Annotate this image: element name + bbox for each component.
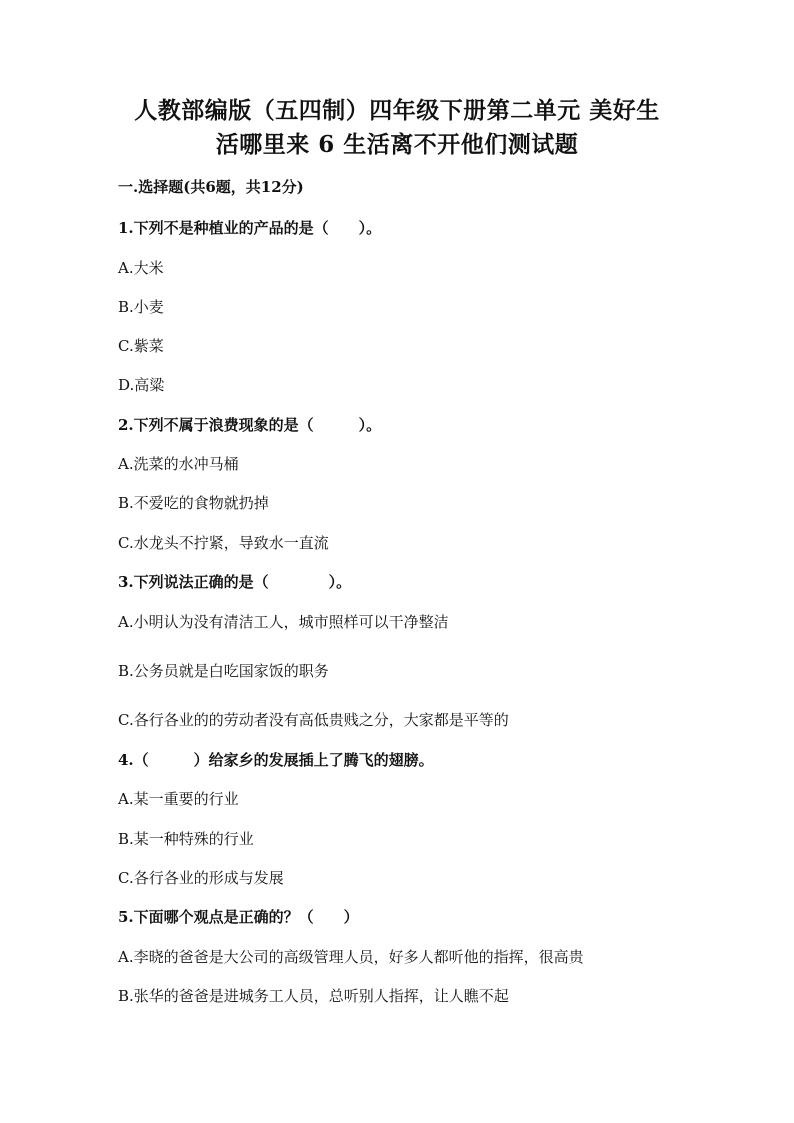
question-1-option-c: C.紫菜 xyxy=(118,337,164,355)
question-5-stem: 5.下面哪个观点是正确的？（ ） xyxy=(118,908,359,926)
question-4-option-a: A.某一重要的行业 xyxy=(118,790,239,808)
question-1-option-d: D.高粱 xyxy=(118,376,165,394)
question-1-stem: 1.下列不是种植业的产品的是（ ）。 xyxy=(118,219,382,237)
question-1-option-b: B.小麦 xyxy=(118,298,164,316)
question-2-option-b: B.不爱吃的食物就扔掉 xyxy=(118,494,269,512)
question-5-option-a: A.李晓的爸爸是大公司的高级管理人员，好多人都听他的指挥，很高贵 xyxy=(118,948,584,966)
document-title-line-2: 活哪里来 6 生活离不开他们测试题 xyxy=(215,131,579,158)
question-1-option-a: A.大米 xyxy=(118,259,164,277)
question-2-option-c: C.水龙头不拧紧，导致水一直流 xyxy=(118,534,329,552)
question-3-option-a: A.小明认为没有清洁工人，城市照样可以干净整洁 xyxy=(118,613,449,631)
question-2-option-a: A.洗菜的水冲马桶 xyxy=(118,455,239,473)
question-4-stem: 4.（ ）给家乡的发展插上了腾飞的翅膀。 xyxy=(118,751,434,769)
question-3-stem: 3.下列说法正确的是（ ）。 xyxy=(118,573,352,591)
question-3-option-b: B.公务员就是白吃国家饭的职务 xyxy=(118,662,329,680)
document-title-line-1: 人教部编版（五四制）四年级下册第二单元 美好生 xyxy=(134,97,660,124)
question-4-option-c: C.各行各业的形成与发展 xyxy=(118,869,284,887)
question-3-option-c: C.各行各业的的劳动者没有高低贵贱之分，大家都是平等的 xyxy=(118,711,509,729)
question-4-option-b: B.某一种特殊的行业 xyxy=(118,830,254,848)
question-2-stem: 2.下列不属于浪费现象的是（ ）。 xyxy=(118,416,382,434)
section-heading: 一.选择题(共6题，共12分) xyxy=(118,178,304,196)
question-5-option-b: B.张华的爸爸是进城务工人员，总听别人指挥，让人瞧不起 xyxy=(118,987,509,1005)
